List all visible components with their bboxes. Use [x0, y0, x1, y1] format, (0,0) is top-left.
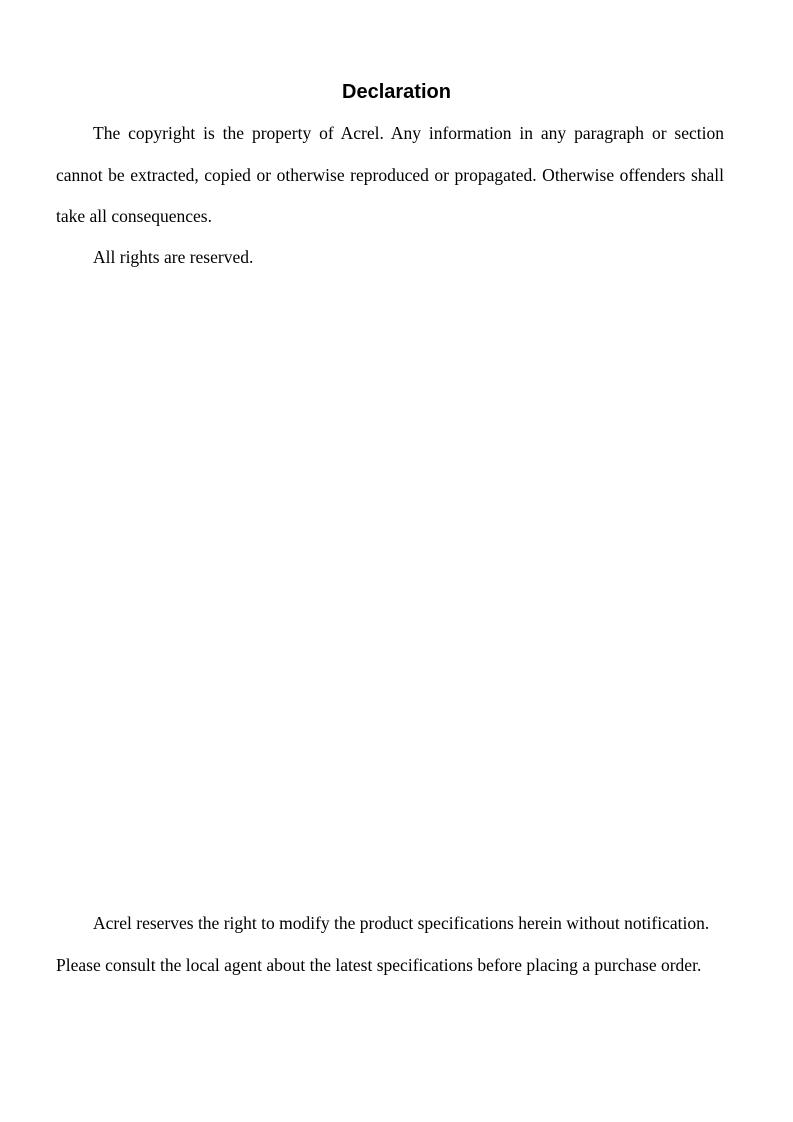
copyright-paragraph: The copyright is the property of Acrel. Any information in any paragraph or section cannot be extracted, copied or otherwise reproduced or propagated. Otherwise offenders shall take all consequences.: [56, 123, 724, 226]
page-title: Declaration: [342, 81, 451, 103]
rights-reserved-paragraph: All rights are reserved.: [93, 247, 254, 267]
specification-notice-paragraph: Acrel reserves the right to modify the product specifications herein without notification. Please consult the local agent about the latest specifications before placing a purchase order.: [56, 913, 710, 975]
